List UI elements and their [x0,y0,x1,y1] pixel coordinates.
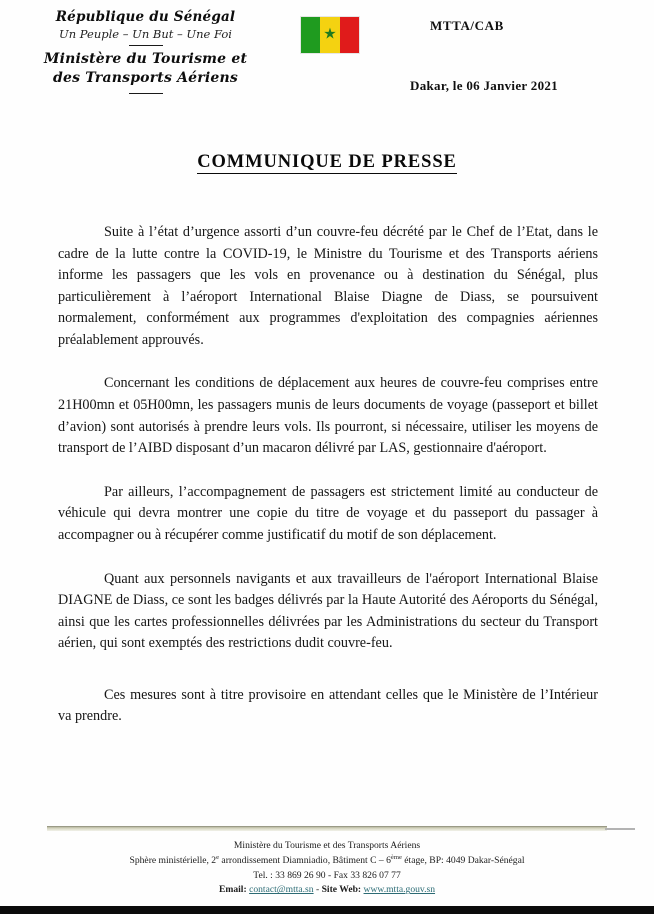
document-body [58,222,598,728]
footer-address-part1: Sphère ministérielle, 2 [129,855,217,867]
paragraph: Ces mesures sont à titre provisoire en attendant celles que le Ministère de l’Intérieur va prendre. [58,686,598,725]
footer-link-separator: - [313,884,322,896]
letterhead-ministry-line1: Ministère du Tourisme et [43,51,248,68]
footer-address-part2: arrondissement Diamniadio, Bâtiment C – 6 [219,855,391,867]
letterhead-motto: Un Peuple – Un But – Une Foi [59,26,232,41]
footer-email-label: Email: [218,884,250,896]
date-line: Dakar, le 06 Janvier 2021 [410,78,558,93]
page-title [0,152,654,173]
reference-code: MTTA/CAB [430,18,504,33]
paragraph: Concernant les conditions de déplacement aux heures de couvre-feu comprises entre 21H00mn et 05H00mn, les passagers munis de leurs documents de voyage (passeport et billet d’avion) sont autorisés à prendre leurs vols. Ils pourront, si nécessaire, utiliser les moyens de transport de l’AIBD disposant d’un macaron délivré par LAS, gestionnaire d'aéroport. [58,375,598,457]
letterhead-block [18,10,273,94]
footer-address-ordinal-1: e [216,854,220,862]
flag-band-green [301,17,320,53]
footer-email-link[interactable]: contact@mtta.sn [249,884,314,896]
page-title-text: COMMUNIQUE DE PRESSE [197,152,457,172]
flag-band-red [340,17,359,53]
footer-address [0,853,654,869]
letterhead-republic: République du Sénégal [55,9,236,25]
letterhead-divider-top [129,45,163,46]
footer-ministry: Ministère du Tourisme et des Transports Aériens [233,840,421,851]
footer-links-line [0,883,654,897]
flag-star-icon: ★ [323,26,337,43]
paragraph: Suite à l’état d’urgence assorti d’un couvre-feu décrété par le Chef de l’Etat, dans le cadre de la lutte contre la COVID-19, le Ministre du Tourisme et des Transports aériens informe les passagers que les vols en provenance ou à destination du Sénégal, plus particulièrement à l’aéroport International Blaise Diagne de Diass, se poursuivent normalement, conformément aux programmes d'exploitation des compagnies aériennes préalablement approuvés. [58,224,598,348]
paragraph: Par ailleurs, l’accompagnement de passagers est strictement limité au conducteur de véhicule qui devra montrer une copie du titre de voyage et du passeport du passager à accompagner ou à récupérer comme justificatif du motif de son déplacement. [58,483,598,543]
letterhead-ministry-line2: des Transports Aériens [53,70,238,87]
flag-band-yellow [320,17,339,53]
footer-contact-block [0,839,654,898]
footer-website-link[interactable]: www.mtta.gouv.sn [363,884,436,896]
footer-web-label: Site Web: [321,884,364,896]
paragraph: Quant aux personnels navigants et aux travailleurs de l'aéroport International Blaise DIAGNE de Diass, ce sont les badges délivrés par la Haute Autorité des Aéroports du Sénégal, ainsi que les cartes professionnelles délivrées par les Administrations du secteur du Transport aérien, qui sont exemptés des restrictions dudit couvre-feu. [58,570,598,652]
document-footer [0,826,654,898]
document-header [0,0,654,120]
footer-address-ordinal-2: ème [390,854,402,862]
letterhead-divider-bottom [129,93,163,94]
senegal-flag-icon [300,16,360,54]
footer-address-part3: étage, BP: 4049 Dakar-Sénégal [401,855,525,867]
bottom-edge-bar [0,906,654,914]
footer-divider [47,826,607,831]
footer-phone: Tel. : 33 869 26 90 - Fax 33 826 07 77 [253,869,401,881]
